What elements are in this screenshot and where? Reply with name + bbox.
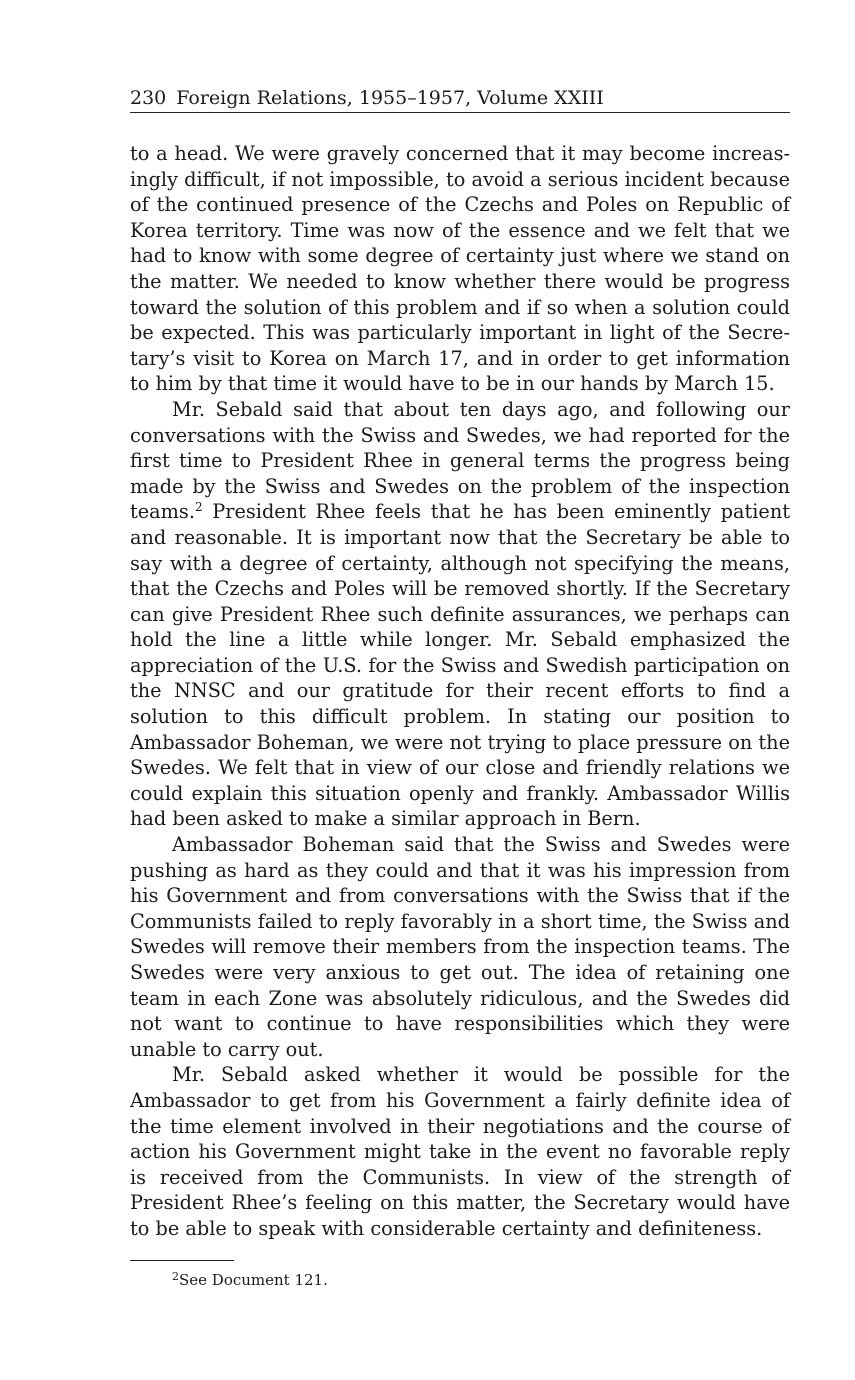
main-text xyxy=(130,141,790,1242)
page-number: 230 xyxy=(130,87,167,109)
paragraph-3: Ambassador Boheman said that the Swiss and Swedes were pushing as hard as they could and that it was his impression from his Government and from conversations with the Swiss that if the Communists failed to reply favorably in a short time, the Swiss and Swedes will remove their members from the inspection teams. The Swedes were very anxious to get out. The idea of retaining one team in each Zone was absolutely ridiculous, and the Swedes did not want to continue to have responsibilities which they were unable to carry out. xyxy=(130,833,790,1061)
paragraph-1: to a head. We were gravely concerned that it may become increasingly difficult, if not impossible, to avoid a serious incident because of the continued presence of the Czechs and Poles on Republic of Korea territory. Time was now of the essence and we felt that we had to know with some degree of certainty just where we stand on the matter. We needed to know whether there would be progress toward the solution of this problem and if so when a solution could be expected. This was particularly important in light of the Secretary’s visit to Korea on March 17, and in order to get information to him by that time it would have to be in our hands by March 15. xyxy=(130,142,790,396)
paragraph-2 xyxy=(130,397,790,832)
running-title: Foreign Relations, 1955–1957, Volume XXIII xyxy=(176,87,604,109)
footnote xyxy=(172,1270,328,1290)
footnote-text: See Document 121. xyxy=(179,1271,328,1289)
paragraph-4: Mr. Sebald asked whether it would be possible for the Ambassador to get from his Government a fairly definite idea of the time element involved in their negotiations and the course of action his Government might take in the event no favorable reply is received from the Communists. In view of the strength of President Rhee’s feeling on this matter, the Secretary would have to be able to speak with considerable certainty and definiteness. xyxy=(130,1063,790,1240)
running-header xyxy=(130,86,790,113)
footnote-divider xyxy=(130,1260,234,1261)
paragraph-2-continued: President Rhee feels that he has been eminently patient and reasonable. It is important now that the Secretary be able to say with a degree of certainty, although not specifying the means, that the Czechs and Poles will be removed shortly. If the Secretary can give President Rhee such definite assurances, we perhaps can hold the line a little while longer. Mr. Sebald emphasized the appreciation of the U.S. for the Swiss and Swedish participation on the NNSC and our gratitude for their recent efforts to find a solution to this difficult problem. In stating our position to Ambassador Boheman, we were not trying to place pressure on the Swedes. We felt that in view of our close and friendly relations we could explain this situation openly and frankly. Ambassador Willis had been asked to make a similar approach in Bern. xyxy=(130,500,790,831)
paragraph-2-text: Mr. Sebald said that about ten days ago, and following our conversations with the Swiss and Swedes, we had reported for the first time to President Rhee in general terms the progress being made by the Swiss and Swedes on the problem of the inspection teams. xyxy=(130,397,790,524)
footnote-reference: 2 xyxy=(194,500,203,515)
footnote-marker: 2 xyxy=(172,1270,179,1283)
